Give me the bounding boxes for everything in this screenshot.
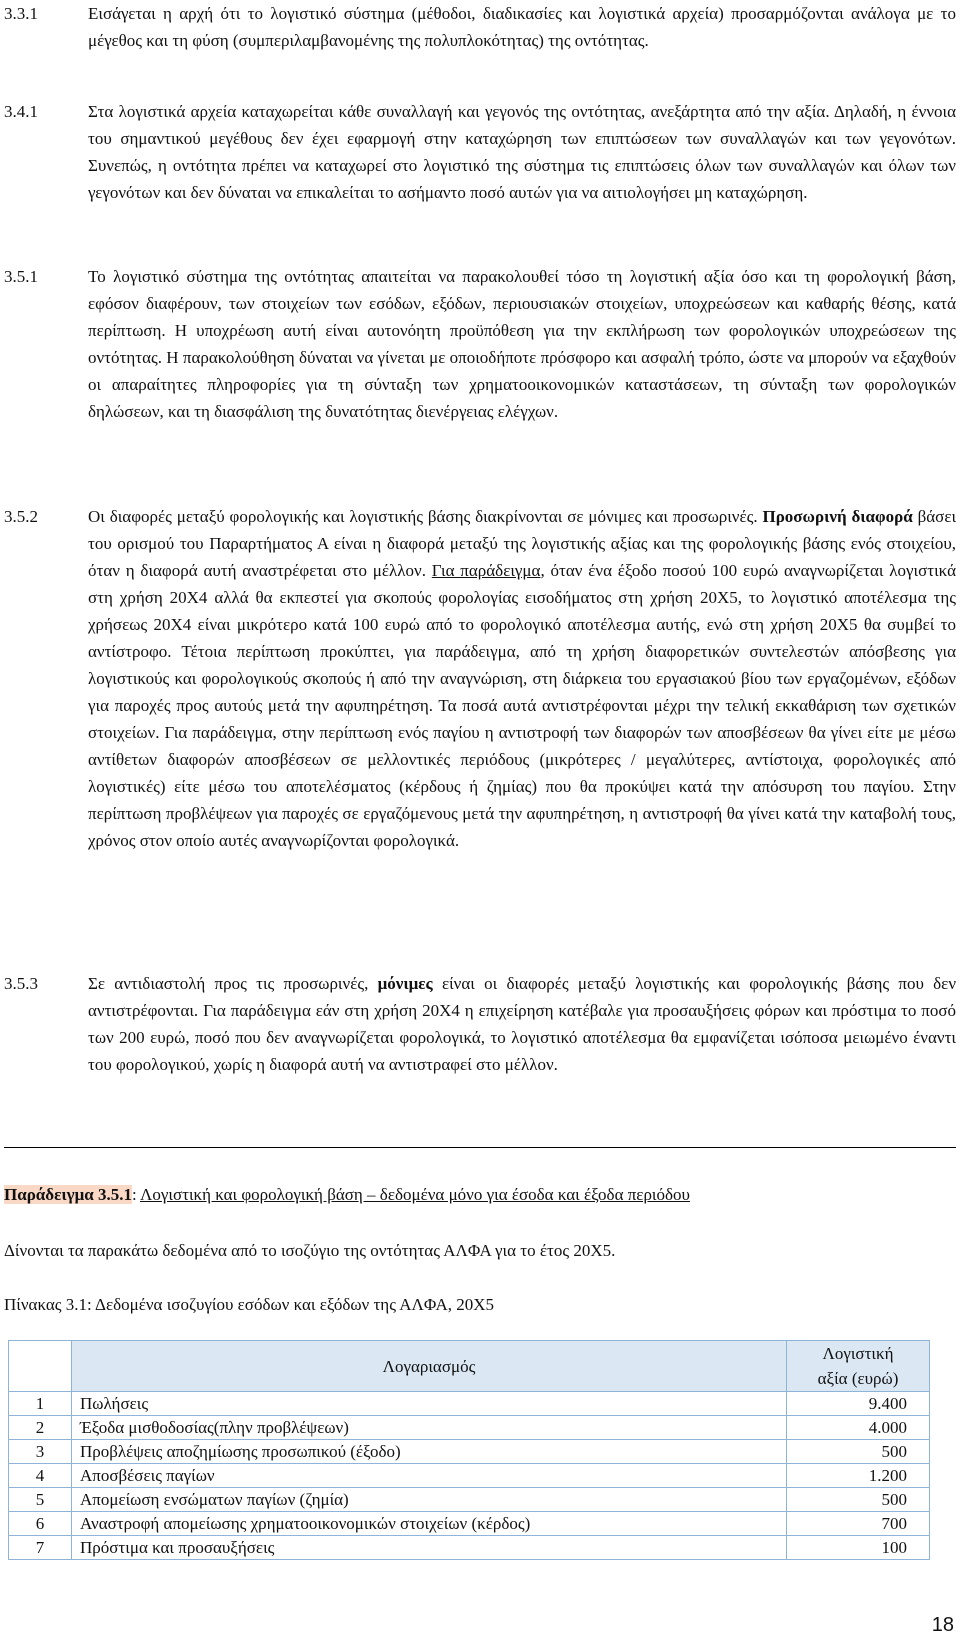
section-number: 3.5.1 [4,267,38,286]
row-number-cell: 7 [9,1536,72,1560]
table-caption: Πίνακας 3.1: Δεδομένα ισοζυγίου εσόδων και εξόδων της ΑΛΦΑ, 20Χ5 [4,1295,495,1314]
row-number-cell: 1 [9,1392,72,1416]
intro-text: Δίνονται τα παρακάτω δεδομένα από το ισοζύγιο της οντότητας ΑΛΦΑ για το έτος 20Χ5. [4,1241,616,1260]
value-cell: 1.200 [787,1464,930,1488]
section-text: Εισάγεται η αρχή ότι το λογιστικό σύστημα (μέθοδοι, διαδικασίες και λογιστικά αρχεία) προσαρμόζονται ανάλογα με το μέγεθος και τη φύση (συμπεριλαμβανομένης της πολυπλοκότητας) της οντότητας. [88,4,956,50]
row-number-cell: 5 [9,1488,72,1512]
account-cell: Αναστροφή απομείωσης χρηματοοικονομικών στοιχείων (κέρδος) [72,1512,787,1536]
account-cell: Έξοδα μισθοδοσίας(πλην προβλέψεων) [72,1416,787,1440]
table-row [9,1416,930,1440]
value-cell: 4.000 [787,1416,930,1440]
section-number: 3.4.1 [4,102,38,121]
section-text: Σε αντιδιαστολή προς τις προσωρινές, μόνιμες είναι οι διαφορές μεταξύ λογιστικής και φορολογικής βάσης που δεν αντιστρέφονται. Για παράδειγμα εάν στη χρήση 20Χ4 η επιχείρηση κατέβαλε για προσαυξήσεις φόρων και πρόστιμα το ποσό των 200 ευρώ, ποσό που δεν αναγνωρίζεται φορολογικά, το λογιστικό αποτέλεσμα θα εμφανίζεται ισόποσα μειωμένο έναντι του φορολογικού, χωρίς η διαφορά αυτή να αντιστραφεί στο μέλλον. [88,974,957,1074]
table-row [9,1488,930,1512]
table-row [9,1392,930,1416]
section-text: Το λογιστικό σύστημα της οντότητας απαιτείται να παρακολουθεί τόσο τη λογιστική αξία όσο και τη φορολογική βάση, εφόσον διαφέρουν, των στοιχείων των εσόδων, εξόδων, περιουσιακών στοιχείων, υποχρεώσεων και καθαρής θέσης, κατά περίπτωση. Η υποχρέωση αυτή είναι αυτονόητη προϋπόθεση για την εκπλήρωση των φορολογικών υποχρεώσεων της οντότητας. Η παρακολούθηση δύναται να γίνεται με οποιοδήποτε πρόσφορο και ασφαλή τρόπο, ώστε να μπορούν να εξαχθούν οι απαραίτητες πληροφορίες για τη σύνταξη των χρηματοοικονομικών καταστάσεων, τη σύνταξη των φορολογικών δηλώσεων, και τη διασφάλιση της δυνατότητας διενέργειας ελέγχων. [88,267,956,421]
row-number-cell: 6 [9,1512,72,1536]
account-cell: Πωλήσεις [72,1392,787,1416]
header-value: Λογιστική αξία (ευρώ) [787,1341,930,1392]
row-number-cell: 2 [9,1416,72,1440]
section-number: 3.3.1 [4,4,38,23]
table-row [9,1464,930,1488]
section-number: 3.5.3 [4,974,38,993]
value-cell: 500 [787,1488,930,1512]
row-number-cell: 3 [9,1440,72,1464]
section-text: Οι διαφορές μεταξύ φορολογικής και λογιστικής βάσης διακρίνονται σε μόνιμες και προσωρινές. Προσωρινή διαφορά βάσει του ορισμού του Παραρτήματος Α είναι η διαφορά μεταξύ της λογιστικής αξίας και της φορολογικής βάσης ενός στοιχείου, όταν η διαφορά αυτή αναστρέφεται στο μέλλον. Για παράδειγμα, όταν ένα έξοδο ποσού 100 ευρώ αναγνωρίζεται λογιστικά στη χρήση 20Χ4 αλλά θα εκπεστεί για σκοπούς φορολογίας εισοδήματος στη χρήση 20Χ5, το λογιστικό αποτέλεσμα της χρήσεως 20Χ4 είναι μικρότερο κατά 100 ευρώ από το φορολογικό αποτέλεσμα αυτής, ενώ στη χρήση 20Χ5 θα συμβεί το αντίστροφο. Τέτοια περίπτωση προκύπτει, για παράδειγμα, από τη χρήση διαφορετικών συντελεστών απόσβεσης για λογιστικούς και φορολογικούς σκοπούς ή από την αναγνώριση, στη διάρκεια του εργασιακού βίου των εργαζομένων, εξόδων για παροχές προς αυτούς μετά την αφυπηρέτηση. Τα ποσά αυτά αντιστρέφονται μέχρι την τελική εκκαθάριση των σχετικών στοιχείων. Για παράδειγμα, στην περίπτωση ενός παγίου η αντιστροφή των διαφορών των αποσβέσεων θα γίνει είτε με μέσω αντίθετων διαφορών αποσβέσεων σε μελλοντικές περιόδους (μικρότερες / μεγαλύτερες, αντίστοιχα, φορολογικές από λογιστικές) είτε μέσω του αποτελέσματος (κέρδους ή ζημίας) που θα προκύψει κατά την απόσυρση του παγίου. Στην περίπτωση προβλέψεων για παροχές σε εργαζόμενους μετά την αφυπηρέτηση, η αντιστροφή θα γίνει κατά την καταβολή τους, χρόνος στον οποίο αυτές αναγνωρίζονται φορολογικά. [88,507,957,850]
table-row [9,1440,930,1464]
balance-table [8,1340,930,1560]
example-label: Παράδειγμα 3.5.1 [4,1185,132,1204]
value-cell: 9.400 [787,1392,930,1416]
value-cell: 700 [787,1512,930,1536]
account-cell: Αποσβέσεις παγίων [72,1464,787,1488]
account-cell: Πρόστιμα και προσαυξήσεις [72,1536,787,1560]
value-cell: 500 [787,1440,930,1464]
value-cell: 100 [787,1536,930,1560]
table-row [9,1536,930,1560]
header-blank-cell [9,1341,72,1392]
table-row [9,1512,930,1536]
section-text: Στα λογιστικά αρχεία καταχωρείται κάθε συναλλαγή και γεγονός της οντότητας, ανεξάρτητα από την αξία. Δηλαδή, η έννοια του σημαντικού μεγέθους δεν έχει εφαρμογή στην καταχώρηση των επιπτώσεων των συναλλαγών και των γεγονότων. Συνεπώς, η οντότητα πρέπει να καταχωρεί στο λογιστικό της σύστημα τις επιπτώσεις όλων των συναλλαγών και όλων των γεγονότων και δεν δύναται να επικαλείται το ασήμαντο ποσό αυτών για να αιτιολογήσει μη καταχώρηση. [88,102,956,202]
account-cell: Απομείωση ενσώματων παγίων (ζημία) [72,1488,787,1512]
account-cell: Προβλέψεις αποζημίωσης προσωπικού (έξοδο) [72,1440,787,1464]
row-number-cell: 4 [9,1464,72,1488]
header-account: Λογαριασμός [72,1341,787,1392]
example-underline: Για παράδειγμα [431,561,541,580]
section-number: 3.5.2 [4,507,38,526]
horizontal-rule [4,1147,956,1148]
example-heading: Παράδειγμα 3.5.1: Λογιστική και φορολογική βάση – δεδομένα μόνο για έσοδα και έξοδα περιόδου [4,1185,690,1204]
term-permanent: μόνιμες [377,974,433,993]
page-number: 18 [931,1614,954,1636]
term-temporary-difference: Προσωρινή διαφορά [762,507,913,526]
table-header-row [9,1341,930,1392]
example-title: Λογιστική και φορολογική βάση – δεδομένα μόνο για έσοδα και έξοδα περιόδου [140,1185,690,1204]
